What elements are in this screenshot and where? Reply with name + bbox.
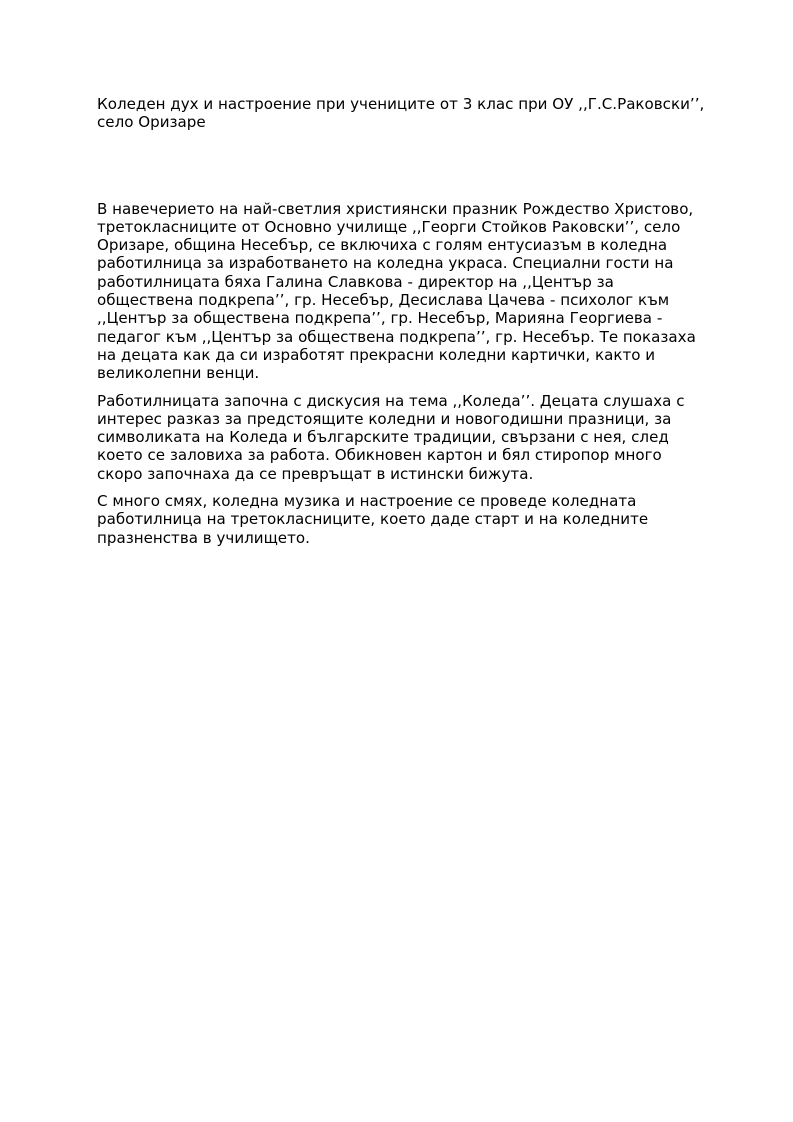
paragraph-workshop: Работилницата започна с дискусия на тема ,,Коледа’’. Децата слушаха с интерес разказ за предстоящите коледни и новогодишни празници, за символиката на Коледа и българските традиции, свързани с нея, след което се заловиха за работа. Обикновен картон и бял стиропор много скоро започнаха да се превръщат в истински бижута. bbox=[97, 391, 685, 483]
paragraph-intro: В навечерието на най-светлия християнски празник Рождество Христово, третокласниците от Основно училище ,,Георги Стойков Раковски’’, село Оризаре, община Несебър, се включиха с голям ентусиазъм в коледна работилница за изработването на коледна украса. Специални гости на работилницата бяха Галина Славкова - директор на ,,Център за обществена подкрепа’’, гр. Несебър, Десислава Цачева - психолог към ,,Център за обществена подкрепа’’, гр. Несебър, Марияна Георгиева - педагог към ,,Център за обществена подкрепа’’, гр. Несебър. Те показаха на децата как да си изработят прекрасни коледни картички, както и великолепни венци. bbox=[97, 199, 696, 383]
paragraph-closing: С много смях, коледна музика и настроение се проведе коледната работилница на третокласниците, което даде старт и на коледните празненства в училището. bbox=[97, 492, 649, 547]
document-title: Коледен дух и настроение при учениците от 3 клас при ОУ ,,Г.С.Раковски’’, село Оризаре bbox=[97, 95, 705, 132]
document-body bbox=[97, 200, 707, 547]
document-page bbox=[97, 95, 707, 556]
